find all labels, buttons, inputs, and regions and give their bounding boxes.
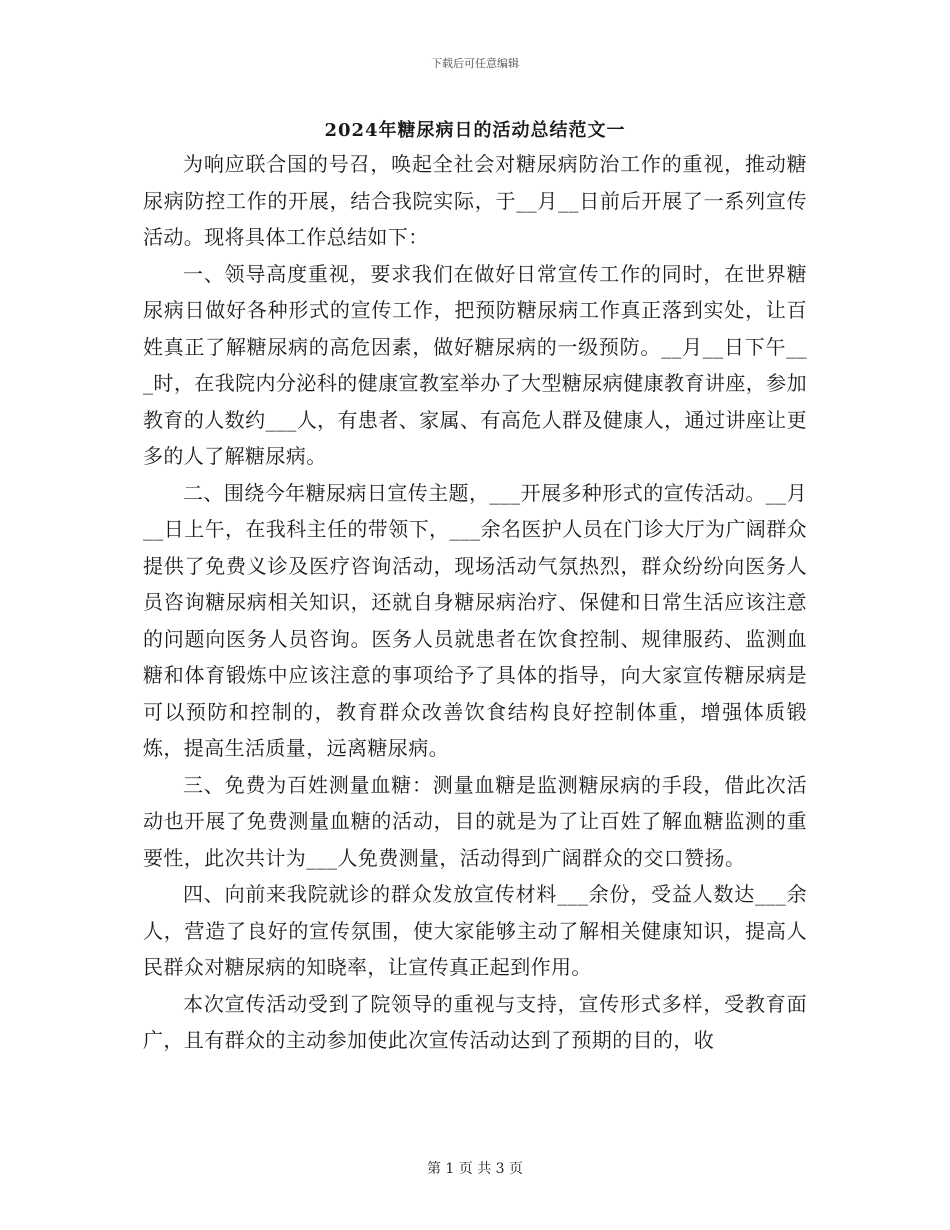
paragraph-section-2: 二、围绕今年糖尿病日宣传主题，___开展多种形式的宣传活动。__月__日上午，在我科主任的带领下，___余名医护人员在门诊大厅为广阔群众提供了免费义诊及医疗咨询活动，现场活动气氛热烈，群众纷纷向医务人员咨询糖尿病相关知识，还就自身糖尿病治疗、保健和日常生活应该注意的问题向医务人员咨询。医务人员就患者在饮食控制、规律服药、监测血糖和体育锻炼中应该注意的事项给予了具体的指导，向大家宣传糖尿病是可以预防和控制的，教育群众改善饮食结构良好控制体重，增强体质锻炼，提高生活质量，远离糖尿病。	[143, 480, 807, 760]
paragraph-section-3: 三、免费为百姓测量血糖：测量血糖是监测糖尿病的手段，借此次活动也开展了免费测量血糖的活动，目的就是为了让百姓了解血糖监测的重要性，此次共计为___人免费测量，活动得到广阔群众的交口赞扬。	[143, 772, 807, 870]
document-title: 2024年糖尿病日的活动总结范文一	[324, 120, 626, 141]
paragraph-intro: 为响应联合国的号召，唤起全社会对糖尿病防治工作的重视，推动糖尿病防控工作的开展，结合我院实际，于__月__日前后开展了一系列宣传活动。现将具体工作总结如下：	[143, 152, 807, 249]
paragraph-section-4: 四、向前来我院就诊的群众发放宣传材料___余份，受益人数达___余人，营造了良好的宣传氛围，使大家能够主动了解相关健康知识，提高人民群众对糖尿病的知晓率，让宣传真正起到作用。	[143, 882, 807, 979]
paragraph-section-1: 一、领导高度重视，要求我们在做好日常宣传工作的同时，在世界糖尿病日做好各种形式的宣传工作，把预防糖尿病工作真正落到实处，让百姓真正了解糖尿病的高危因素，做好糖尿病的一级预防。__月__日下午___时，在我院内分泌科的健康宣教室举办了大型糖尿病健康教育讲座，参加教育的人数约___人，有患者、家属、有高危人群及健康人，通过讲座让更多的人了解糖尿病。	[143, 261, 807, 468]
document-body	[143, 146, 807, 1059]
page-header: 下载后可任意编辑	[431, 57, 519, 70]
paragraph-closing: 本次宣传活动受到了院领导的重视与支持，宣传形式多样，受教育面广，且有群众的主动参加使此次宣传活动达到了预期的目的，收	[143, 991, 807, 1052]
page-number: 第 1 页 共 3 页	[426, 1161, 524, 1177]
